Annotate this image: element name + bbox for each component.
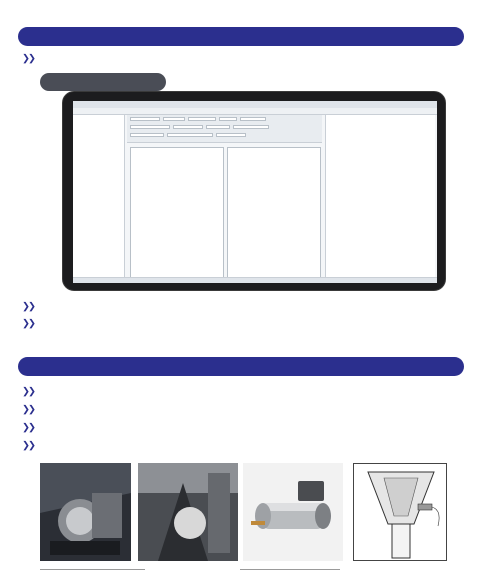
caption-line [40,569,145,570]
double-chevron-icon: ❯❯ [22,422,34,433]
double-chevron-icon: ❯❯ [22,440,34,451]
form-field[interactable] [167,133,213,137]
list-item [22,404,44,415]
form-field[interactable] [163,117,185,121]
form-field[interactable] [240,117,266,121]
double-chevron-icon: ❯❯ [22,318,34,329]
nav-tree [73,115,125,283]
app-body [73,115,437,283]
form-field[interactable] [173,125,203,129]
list-item [22,301,44,312]
form-field[interactable] [219,117,237,121]
form-field[interactable] [206,125,230,129]
tablet-device [62,91,446,291]
list-item [22,318,44,329]
status-bar [73,277,437,283]
double-chevron-icon: ❯❯ [22,386,34,397]
configuration-diagram-image [354,464,447,561]
order-form [127,115,322,143]
configuration-diagram [353,463,447,561]
list-item [22,440,44,451]
form-field[interactable] [130,125,170,129]
sensor-product-photo [243,463,343,561]
sensor-photo-mounted [138,463,238,561]
mounted-sensor-image [138,463,238,561]
double-chevron-icon: ❯❯ [22,53,34,64]
tablet-screen [73,101,437,283]
sensor-product-image [243,463,343,561]
caption-line [240,569,340,570]
list-item [22,386,44,397]
installed-sensor-image [40,463,131,561]
order-list-panel [325,115,435,283]
mix-grid-left [130,147,224,279]
form-field[interactable] [233,125,269,129]
app-menu-bar [73,108,437,115]
headline-item [22,53,44,64]
form-field[interactable] [188,117,216,121]
sensor-photo-installed [40,463,131,561]
app-title-bar [73,101,437,108]
form-field[interactable] [130,117,160,121]
order-panel [127,115,322,283]
screen-label-pill [40,73,166,91]
list-item [22,422,44,433]
double-chevron-icon: ❯❯ [22,404,34,415]
form-field[interactable] [130,133,164,137]
mix-grid-right [227,147,321,279]
form-field[interactable] [216,133,246,137]
section-header-1 [18,27,464,46]
double-chevron-icon: ❯❯ [22,301,34,312]
section-header-2 [18,357,464,376]
